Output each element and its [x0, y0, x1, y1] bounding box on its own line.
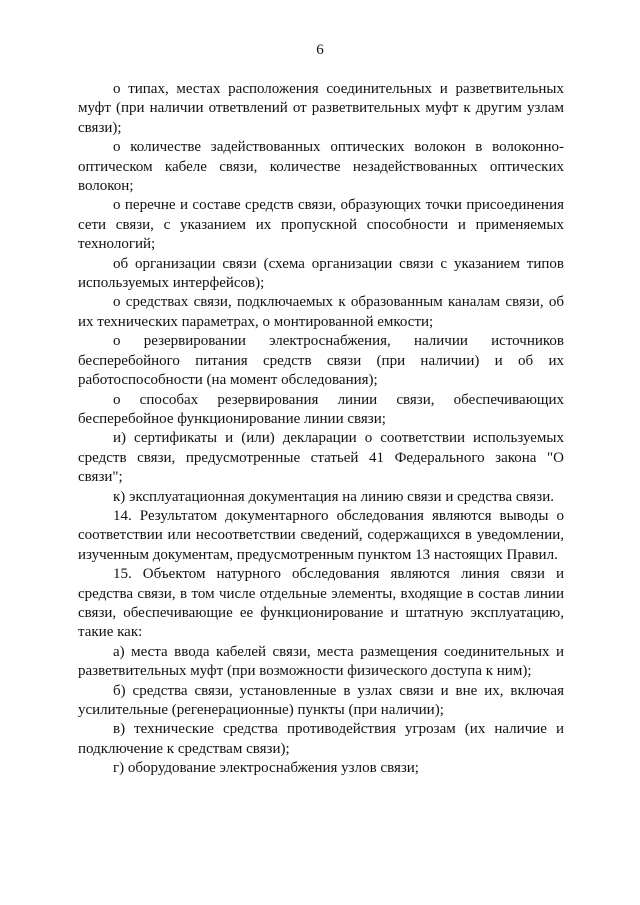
paragraph-item-a-cable-entry: а) места ввода кабелей связи, места размещения соединительных и разветвительных муфт (при возможности физического доступа к ним); — [78, 643, 564, 680]
paragraph-item-g-power-equipment: г) оборудование электроснабжения узлов связи; — [113, 760, 419, 777]
paragraph-line-redundancy: о способах резервирования линии связи, обеспечивающих бесперебойное функционирование линии связи; — [78, 391, 564, 427]
page-number: 6 — [316, 42, 324, 58]
paragraph-item-v-threat-countermeasures: в) технические средства противодействия угрозам (их наличие и подключение к средствам связи); — [78, 721, 564, 757]
paragraph-section-15: 15. Объектом натурного обследования являются линия связи и средства связи, в том числе отдельные элементы, входящие в состав линии связи, обеспечивающие ее функционирование и штатную эксплуатацию, такие как: — [78, 566, 564, 641]
paragraph-communication-organization: об организации связи (схема организации связи с указанием типов используемых интерфейсов); — [78, 255, 564, 292]
paragraph-coupling-types: о типах, местах расположения соединительных и разветвительных муфт (при наличии ответвлений от разветвительных муфт к другим узлам связи); — [78, 81, 564, 136]
paragraph-item-k-documentation: к) эксплуатационная документация на линию связи и средства связи. — [113, 488, 555, 505]
paragraph-section-14: 14. Результатом документарного обследования являются выводы о соответствии или несоответствии сведений, содержащихся в уведомлении, изученным документам, предусмотренным пунктом 13 настоящих Правил. — [78, 507, 564, 563]
document-body — [78, 80, 564, 779]
paragraph-connected-equipment: о средствах связи, подключаемых к образованным каналам связи, об их технических параметрах, о монтированной емкости; — [78, 294, 564, 330]
paragraph-item-b-equipment: б) средства связи, установленные в узлах связи и вне их, включая усилительные (регенерационные) пункты (при наличии); — [78, 682, 564, 718]
paragraph-connection-points: о перечне и составе средств связи, образующих точки присоединения сети связи, с указанием их пропускной способности и применяемых технологий; — [78, 197, 564, 253]
paragraph-optical-fibers: о количестве задействованных оптических волокон в волоконно-оптическом кабеле связи, количестве незадействованных оптических волокон; — [78, 139, 564, 195]
paragraph-power-backup: о резервировании электроснабжения, наличии источников бесперебойного питания средств связи (при наличии) и об их работоспособности (на момент обследования); — [78, 333, 564, 389]
paragraph-item-i-certificates: и) сертификаты и (или) декларации о соответствии используемых средств связи, предусмотренные статьей 41 Федерального закона "О связи"; — [78, 430, 564, 486]
